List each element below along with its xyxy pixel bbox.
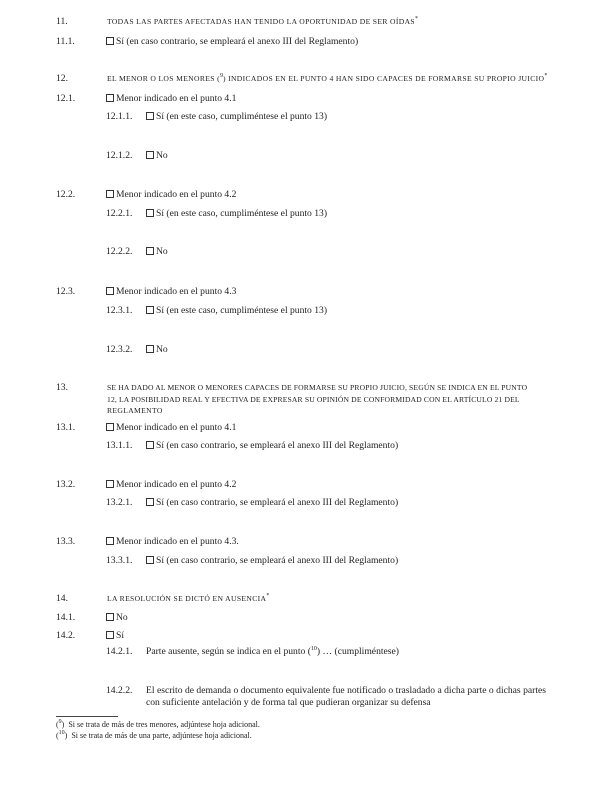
checkbox[interactable] — [106, 613, 114, 621]
item-11-1[interactable]: Sí (en caso contrario, se empleará el anexo III del Reglamento) — [106, 36, 358, 47]
item-13-1[interactable]: Menor indicado en el punto 4.1 — [106, 422, 236, 433]
item-12-1-2[interactable]: No — [146, 150, 168, 161]
checkbox[interactable] — [106, 190, 114, 198]
section-13-heading-line-3: REGLAMENTO — [107, 406, 163, 415]
item-12-2-2[interactable]: No — [146, 246, 168, 257]
section-13-heading-line-2: 12, LA POSIBILIDAD REAL Y EFECTIVA DE EXPRESAR SU OPINIÓN DE CONFORMIDAD CON EL ARTÍCULO 21 DEL — [107, 395, 520, 404]
item-13-2-1[interactable]: Sí (en caso contrario, se empleará el anexo III del Reglamento) — [146, 497, 398, 508]
section-11-heading: TODAS LAS PARTES AFECTADAS HAN TENIDO LA OPORTUNIDAD DE SER OÍDAS* — [107, 16, 418, 26]
item-13-3-1-number: 13.3.1. — [106, 555, 133, 566]
checkbox[interactable] — [106, 537, 114, 545]
item-14-1-number: 14.1. — [56, 612, 76, 623]
item-12-3-1[interactable]: Sí (en este caso, cumpliméntese el punto 13) — [146, 305, 327, 316]
checkbox[interactable] — [146, 247, 154, 255]
item-14-1[interactable]: No — [106, 612, 128, 623]
section-13-heading-line-1: SE HA DADO AL MENOR O MENORES CAPACES DE FORMARSE SU PROPIO JUICIO, SEGÚN SE INDICA EN EL PUNTO — [107, 383, 528, 392]
item-13-1-1[interactable]: Sí (en caso contrario, se empleará el anexo III del Reglamento) — [146, 440, 398, 451]
item-12-3-1-number: 12.3.1. — [106, 305, 133, 316]
section-13-number: 13. — [56, 382, 68, 393]
item-14-2-1: Parte ausente, según se indica en el punto ($^{10}$) … (cumpliméntese) — [146, 646, 399, 657]
checkbox[interactable] — [146, 345, 154, 353]
item-14-2-2-number: 14.2.2. — [106, 685, 133, 696]
item-12-1-1[interactable]: Sí (en este caso, cumpliméntese el punto 13) — [146, 111, 327, 122]
item-11-1-number: 11.1. — [56, 36, 75, 47]
item-13-3-number: 13.3. — [56, 536, 76, 547]
checkbox[interactable] — [146, 498, 154, 506]
item-14-2[interactable]: Sí — [106, 630, 124, 641]
checkbox[interactable] — [146, 151, 154, 159]
item-12-2-1[interactable]: Sí (en este caso, cumpliméntese el punto 13) — [146, 208, 327, 219]
item-14-2-number: 14.2. — [56, 630, 76, 641]
checkbox[interactable] — [146, 112, 154, 120]
item-13-2-number: 13.2. — [56, 479, 76, 490]
footnote-10: ($^{10}$) Si se trata de más de una parte, adjúntese hoja adicional. — [56, 730, 252, 740]
item-12-2-1-number: 12.2.1. — [106, 208, 133, 219]
item-12-3-2[interactable]: No — [146, 344, 168, 355]
item-12-2[interactable]: Menor indicado en el punto 4.2 — [106, 189, 236, 200]
item-12-1-2-number: 12.1.2. — [106, 150, 133, 161]
item-12-1-1-number: 12.1.1. — [106, 111, 133, 122]
item-12-1[interactable]: Menor indicado en el punto 4.1 — [106, 93, 236, 104]
checkbox[interactable] — [146, 556, 154, 564]
item-12-2-2-number: 12.2.2. — [106, 246, 133, 257]
item-12-1-number: 12.1. — [56, 93, 76, 104]
item-13-1-number: 13.1. — [56, 422, 76, 433]
footnote-rule — [56, 716, 118, 717]
item-13-3-1[interactable]: Sí (en caso contrario, se empleará el anexo III del Reglamento) — [146, 555, 398, 566]
item-12-3-2-number: 12.3.2. — [106, 344, 133, 355]
footnote-9: ($^9$) Si se trata de más de tres menores, adjúntese hoja adicional. — [56, 719, 260, 729]
section-14-number: 14. — [56, 593, 68, 604]
checkbox[interactable] — [106, 480, 114, 488]
checkbox[interactable] — [146, 441, 154, 449]
item-14-2-1-number: 14.2.1. — [106, 646, 133, 657]
checkbox[interactable] — [106, 94, 114, 102]
checkbox[interactable] — [106, 423, 114, 431]
section-11-number: 11. — [56, 16, 68, 27]
item-13-3[interactable]: Menor indicado en el punto 4.3. — [106, 536, 239, 547]
item-13-1-1-number: 13.1.1. — [106, 440, 133, 451]
checkbox[interactable] — [106, 631, 114, 639]
item-12-3-number: 12.3. — [56, 286, 76, 297]
checkbox[interactable] — [146, 209, 154, 217]
item-14-2-2: El escrito de demanda o documento equivalente fue notificado o trasladado a dicha parte o dichas partes con suficiente antelación y de forma tal que pudieran organizar su defensa — [146, 685, 546, 708]
section-12-heading: EL MENOR O LOS MENORES ($^9$) INDICADOS EN EL PUNTO 4 HAN SIDO CAPACES DE FORMARSE SU PROPIO JUICIO* — [107, 73, 548, 83]
section-12-number: 12. — [56, 73, 68, 84]
checkbox[interactable] — [106, 287, 114, 295]
checkbox[interactable] — [146, 306, 154, 314]
item-12-3[interactable]: Menor indicado en el punto 4.3 — [106, 286, 236, 297]
section-14-heading: LA RESOLUCIÓN SE DICTÓ EN AUSENCIA* — [107, 593, 270, 603]
item-13-2-1-number: 13.2.1. — [106, 497, 133, 508]
item-13-2[interactable]: Menor indicado en el punto 4.2 — [106, 479, 236, 490]
checkbox[interactable] — [106, 37, 114, 45]
item-12-2-number: 12.2. — [56, 189, 76, 200]
